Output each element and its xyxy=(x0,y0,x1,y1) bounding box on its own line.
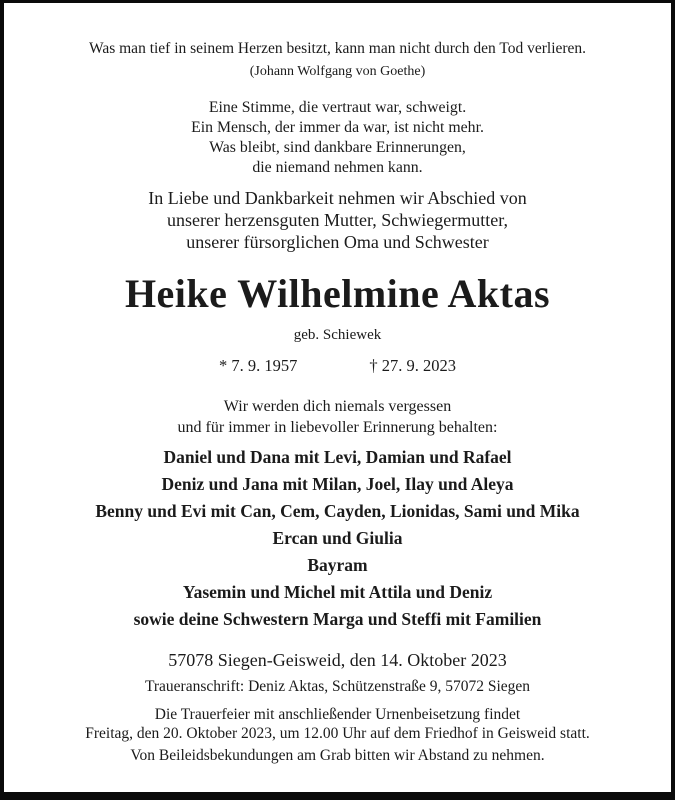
poem xyxy=(4,98,671,178)
remembrance-line: Wir werden dich niemals vergessen xyxy=(223,398,452,415)
poem-line: die niemand nehmen kann. xyxy=(252,159,423,176)
farewell-intro xyxy=(4,187,671,253)
intro-line: unserer fürsorglichen Oma und Schwester xyxy=(186,232,489,252)
quote-attribution: (Johann Wolfgang von Goethe) xyxy=(249,64,426,79)
life-dates xyxy=(4,356,671,376)
place-and-date: 57078 Siegen-Geisweid, den 14. Oktober 2023 xyxy=(168,650,507,670)
funeral-info xyxy=(4,705,671,743)
poem-line: Was bleibt, sind dankbare Erinnerungen, xyxy=(209,139,466,156)
death-date: † 27. 9. 2023 xyxy=(369,356,456,375)
mourner-line: sowie deine Schwestern Marga und Steffi mit Familien xyxy=(133,609,542,629)
mourners-list xyxy=(4,444,671,633)
mourner-line: Benny und Evi mit Can, Cem, Cayden, Lionidas, Sami und Mika xyxy=(95,501,580,521)
mourner-line: Yasemin und Michel mit Attila und Deniz xyxy=(182,582,493,602)
mourner-line: Deniz und Jana mit Milan, Joel, Ilay und Aleya xyxy=(161,474,514,494)
remembrance-text xyxy=(4,396,671,438)
poem-line: Eine Stimme, die vertraut war, schweigt. xyxy=(208,99,467,116)
funeral-info-line: Die Trauerfeier mit anschließender Urnenbeisetzung findet xyxy=(154,706,521,723)
intro-line: unserer herzensguten Mutter, Schwiegermutter, xyxy=(167,210,508,230)
deceased-name: Heike Wilhelmine Aktas xyxy=(124,271,551,316)
mourning-address: Traueranschrift: Deniz Aktas, Schützenstraße 9, 57072 Siegen xyxy=(144,678,531,695)
intro-line: In Liebe und Dankbarkeit nehmen wir Abschied von xyxy=(148,188,527,208)
maiden-name: geb. Schiewek xyxy=(293,327,382,343)
poem-line: Ein Mensch, der immer da war, ist nicht mehr. xyxy=(191,119,484,136)
funeral-info-line: Freitag, den 20. Oktober 2023, um 12.00 Uhr auf dem Friedhof in Geisweid statt. xyxy=(85,725,590,742)
opening-quote: Was man tief in seinem Herzen besitzt, kann man nicht durch den Tod verlieren. xyxy=(88,40,587,57)
mourner-line: Ercan und Giulia xyxy=(272,528,403,548)
birth-date: * 7. 9. 1957 xyxy=(219,356,298,375)
remembrance-line: und für immer in liebevoller Erinnerung behalten: xyxy=(177,419,498,436)
mourner-line: Daniel und Dana mit Levi, Damian und Rafael xyxy=(163,447,512,467)
mourner-line: Bayram xyxy=(307,555,368,575)
condolence-note: Von Beileidsbekundungen am Grab bitten wir Abstand zu nehmen. xyxy=(130,747,545,764)
